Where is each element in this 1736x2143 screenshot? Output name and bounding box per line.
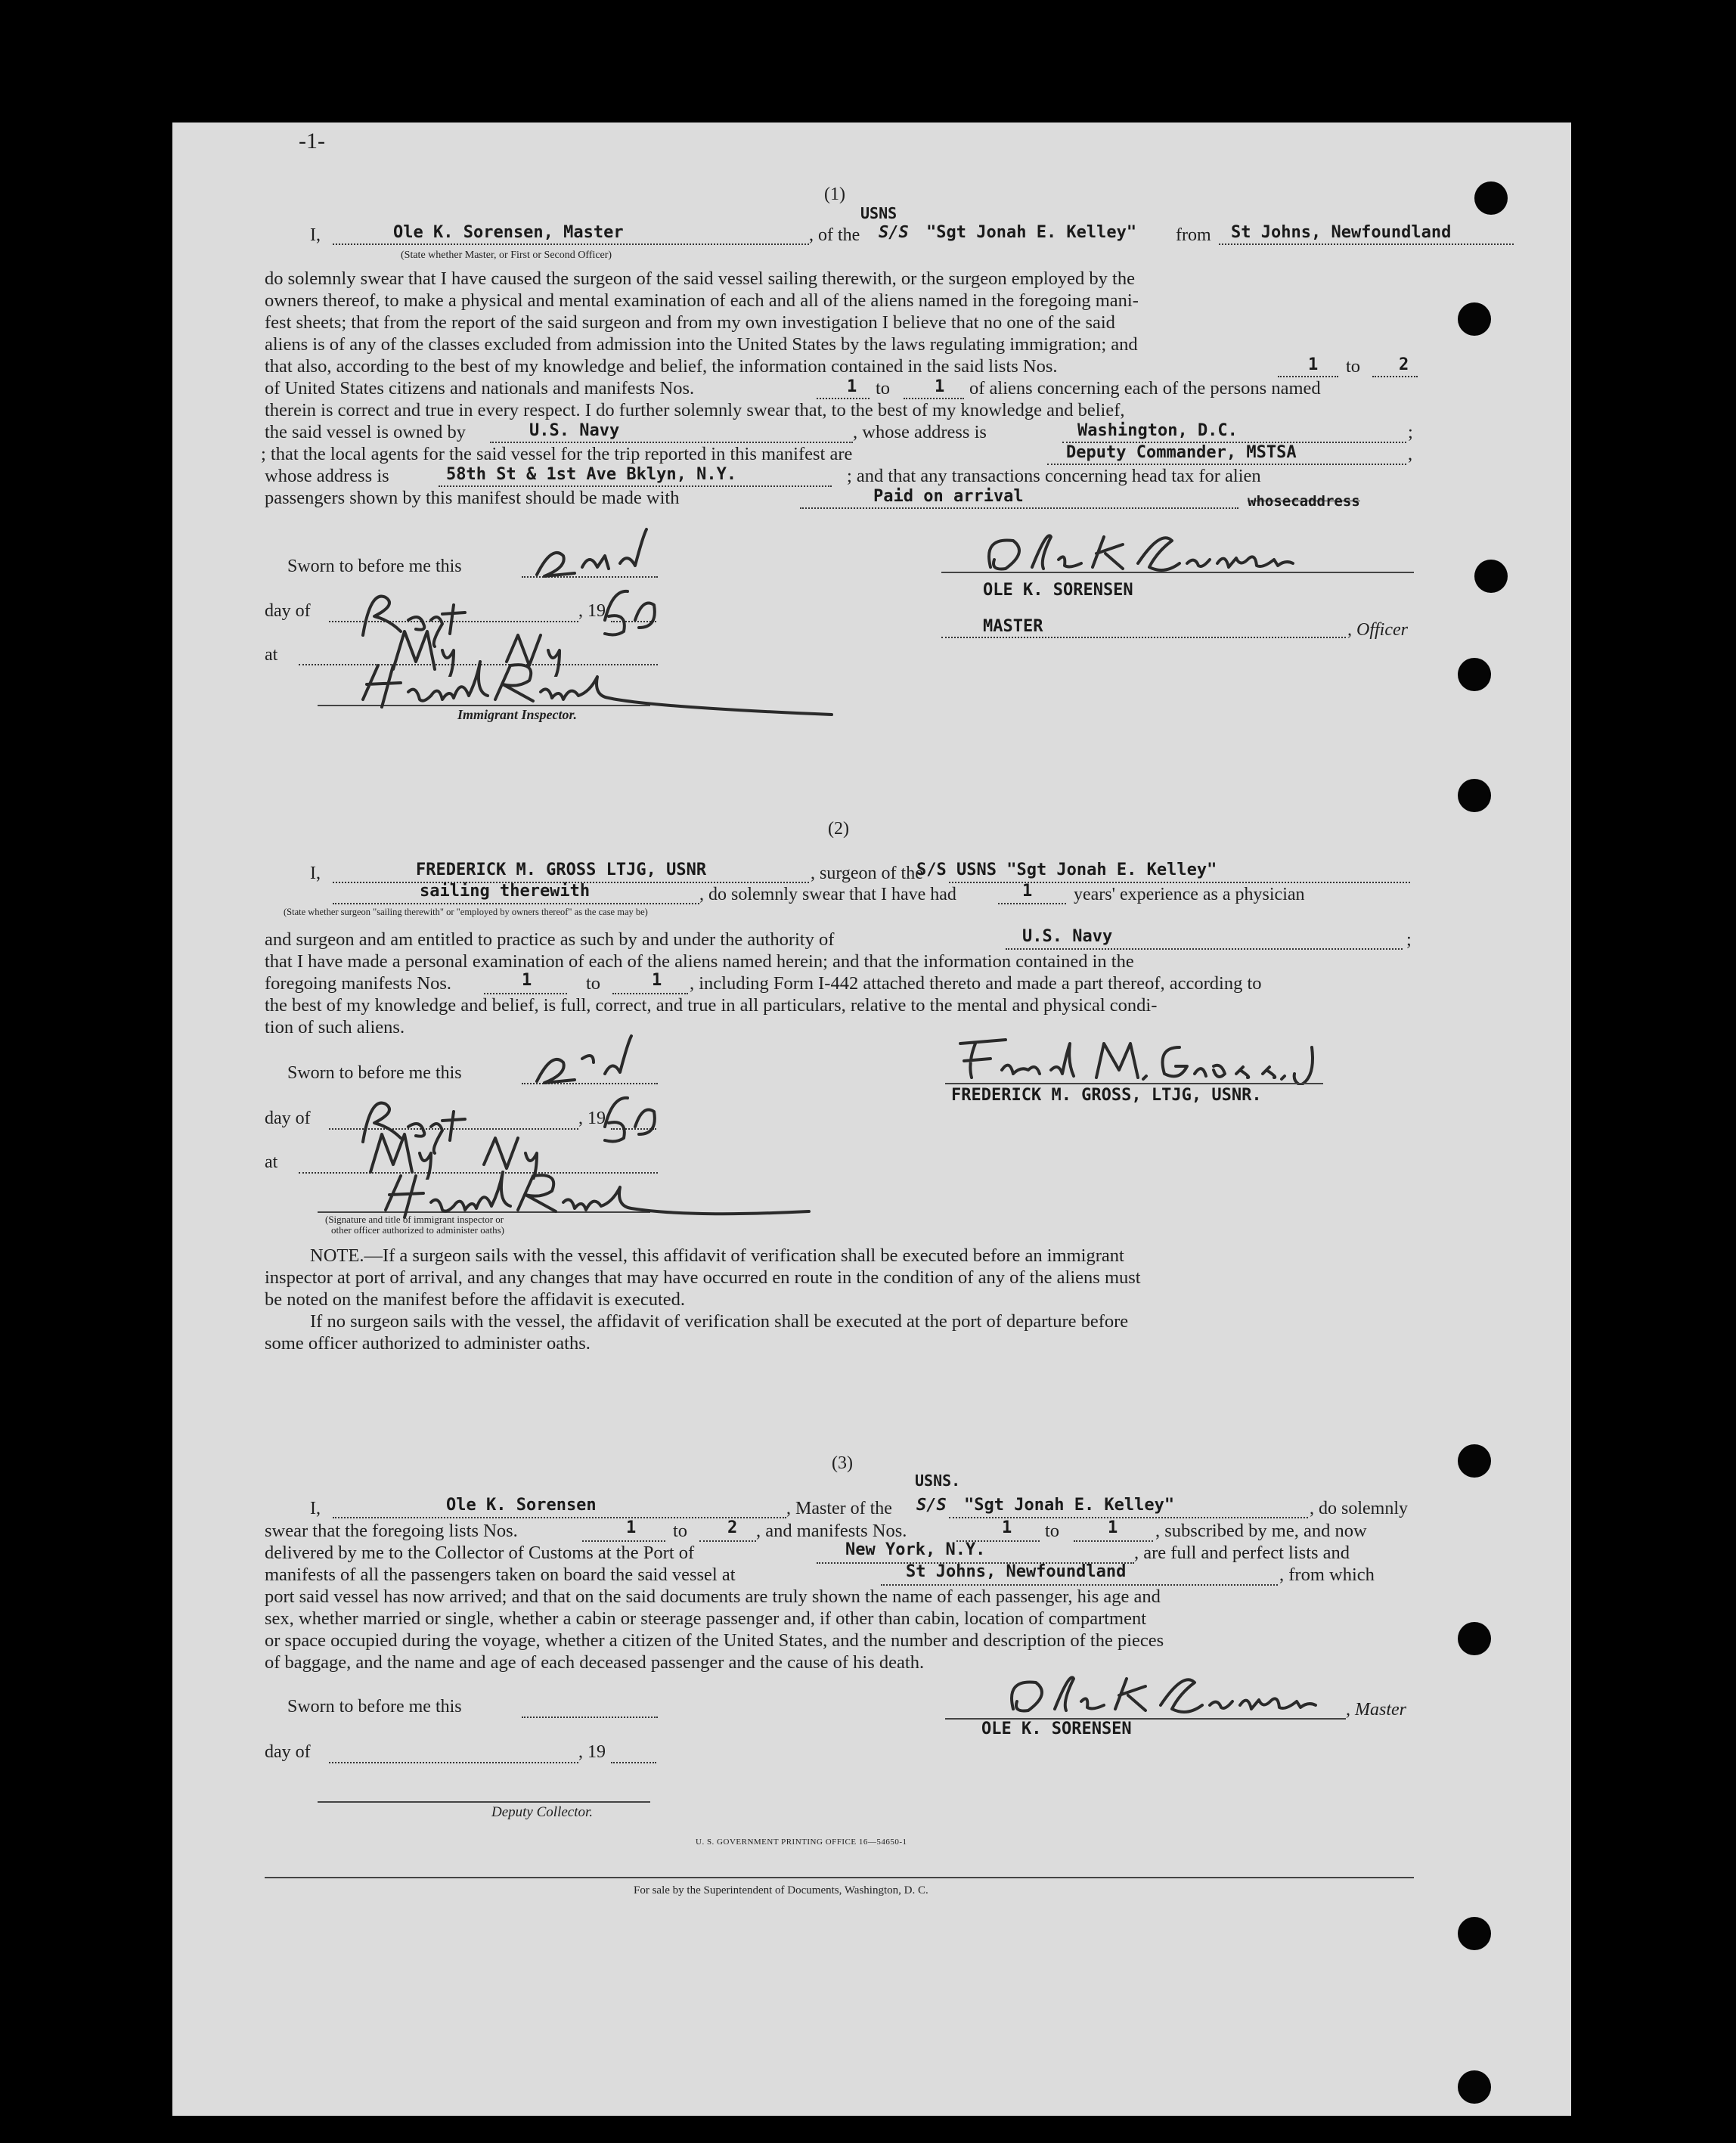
oath-line: owners thereof, to make a physical and mental examination of each and all of the aliens named in the foregoing mani- <box>265 290 1139 311</box>
manifests-from: 1 <box>1002 1518 1012 1537</box>
delivery-line: delivered by me to the Collector of Customs at the Port of <box>265 1543 695 1563</box>
vessel-prefix: S/S <box>916 1496 947 1515</box>
note-line: If no surgeon sails with the vessel, the affidavit of verification shall be executed at the port of departure before <box>310 1311 1129 1332</box>
oath-line: passengers shown by this manifest should be made with <box>265 488 680 508</box>
usns-stamp: USNS <box>860 204 897 222</box>
master-caption: (State whether Master, or First or Second Officer) <box>401 250 612 261</box>
from-port: St Johns, Newfoundland <box>1231 223 1452 242</box>
surgeon-caption: (State whether surgeon "sailing therewith" or "employed by owners thereof" as the case may be) <box>284 907 648 917</box>
signer-name: OLE K. SORENSEN <box>981 1720 1132 1738</box>
sworn-label: Sworn to before me this <box>287 1063 462 1083</box>
binder-hole <box>1458 658 1491 691</box>
sworn-day-line <box>522 1717 658 1718</box>
month-line <box>329 1762 578 1763</box>
master-signature <box>998 1664 1331 1724</box>
master-signature <box>975 522 1308 582</box>
lists-to: 2 <box>1399 355 1409 374</box>
to-label: to <box>876 378 891 399</box>
oath-line: fest sheets; that from the report of the said surgeon and from my own investigation I believe that no one of the said <box>265 312 1115 333</box>
of-the-label: , of the <box>809 225 860 245</box>
manifests-from: 1 <box>522 971 532 990</box>
signer-title: MASTER <box>983 617 1043 636</box>
year-line <box>611 1762 656 1763</box>
binder-hole <box>1458 779 1491 812</box>
sailing-therewith: sailing therewith <box>420 882 591 901</box>
manifests-to: 1 <box>652 971 662 990</box>
of-aliens-text: of aliens concerning each of the persons named <box>969 378 1321 399</box>
note-line: NOTE.—If a surgeon sails with the vessel, this affidavit of verification shall be executed before an immigrant <box>310 1245 1124 1266</box>
to-label: to <box>1346 356 1361 377</box>
vessel-line <box>949 882 1410 883</box>
signer-name: FREDERICK M. GROSS, LTJG, USNR. <box>951 1086 1262 1105</box>
head-tax-line <box>800 507 1238 509</box>
section-number: (3) <box>832 1453 853 1473</box>
delivery-line: or space occupied during the voyage, whether a citizen of the United States, and the number and description of the pieces <box>265 1630 1164 1651</box>
at-label: at <box>265 645 278 665</box>
binder-hole <box>1458 1917 1491 1950</box>
master-name-line <box>333 1517 786 1518</box>
to-label: to <box>1045 1521 1060 1541</box>
years-text: years' experience as a physician <box>1074 885 1305 904</box>
local-agents: Deputy Commander, MSTSA <box>1066 443 1297 462</box>
whose-address-label: , whose address is <box>853 422 987 442</box>
inspector-caption-line: other officer authorized to administer oaths) <box>331 1224 504 1236</box>
section-number: (2) <box>828 819 849 839</box>
binder-hole <box>1474 560 1508 593</box>
year-prefix: , 19 <box>578 1109 606 1128</box>
from-port-line <box>1219 243 1514 245</box>
binder-hole <box>1474 181 1508 215</box>
master-name-line <box>333 243 809 245</box>
gpo-imprint: U. S. GOVERNMENT PRINTING OFFICE 16—54650-1 <box>696 1838 907 1847</box>
head-tax-text: ; and that any transactions concerning head tax for alien <box>847 466 1261 486</box>
oath-line: do solemnly swear that I have caused the surgeon of the said vessel sailing therewith, or the surgeon employed by the <box>265 268 1135 289</box>
oath-line: therein is correct and true in every respect. I do further solemnly swear that, to the best of my knowledge and belief, <box>265 400 1125 420</box>
signer-name: OLE K. SORENSEN <box>983 581 1133 600</box>
owner: U.S. Navy <box>529 421 620 440</box>
day-of-label: day of <box>265 601 311 621</box>
day-of-label: day of <box>265 1109 311 1128</box>
to-label: to <box>586 973 601 994</box>
master-signature-line <box>941 572 1414 573</box>
delivery-line: manifests of all the passengers taken on board the said vessel at <box>265 1565 736 1585</box>
form-text: , including Form I-442 attached thereto and made a part thereof, according to <box>690 973 1262 994</box>
surgeon-signature <box>938 1032 1346 1085</box>
master-suffix: , Master <box>1346 1700 1406 1720</box>
surgeon-of-the-label: , surgeon of the <box>811 864 923 883</box>
oath-line: the best of my knowledge and belief, is full, correct, and true in all particulars, relative to the mental and physical condi- <box>265 995 1158 1016</box>
binder-hole <box>1458 2070 1491 2104</box>
owner-address: Washington, D.C. <box>1077 421 1238 440</box>
vessel-name: "Sgt Jonah E. Kelley" <box>964 1496 1175 1515</box>
delivery-line: swear that the foregoing lists Nos. <box>265 1521 518 1541</box>
binder-hole <box>1458 1622 1491 1655</box>
delivery-line: of baggage, and the name and age of each deceased passenger and the cause of his death. <box>265 1652 925 1673</box>
boarding-port: St Johns, Newfoundland <box>906 1562 1127 1581</box>
sailing-line <box>333 903 699 904</box>
semicolon: ; <box>1408 422 1413 442</box>
delivery-line: port said vessel has now arrived; and that on the said documents are truly shown the name of each passenger, his age and <box>265 1586 1161 1607</box>
i-label: I, <box>310 1499 321 1518</box>
section-number: (1) <box>824 185 845 204</box>
officer-label: , Officer <box>1347 620 1408 640</box>
manifests-to: 1 <box>935 377 945 396</box>
swear-text: , do solemnly swear that I have had <box>699 885 956 904</box>
inspector-caption: Immigrant Inspector. <box>457 707 578 722</box>
vessel-name: S/S USNS "Sgt Jonah E. Kelley" <box>916 861 1217 879</box>
from-label: from <box>1176 225 1211 245</box>
port-of-arrival: New York, N.Y. <box>845 1540 986 1559</box>
handwritten-inspector-signature <box>348 654 862 722</box>
comma: , <box>1408 444 1413 464</box>
lists-from: 1 <box>1308 355 1319 374</box>
handwritten-inspector-signature <box>370 1165 824 1225</box>
note-line: some officer authorized to administer oaths. <box>265 1333 591 1354</box>
struck-text: whosecaddress <box>1248 493 1360 510</box>
day-of-label: day of <box>265 1742 311 1762</box>
manifests-to: 1 <box>1108 1518 1118 1537</box>
oath-line: the said vessel is owned by <box>265 422 467 442</box>
handwritten-day <box>522 522 673 582</box>
swear-text: , do solemnly <box>1310 1499 1408 1518</box>
authority-text: and surgeon and am entitled to practice as such by and under the authority of <box>265 929 835 950</box>
lists-to: 2 <box>727 1518 738 1537</box>
at-label: at <box>265 1152 278 1172</box>
years-line <box>998 903 1066 904</box>
collector-caption: Deputy Collector. <box>491 1804 594 1820</box>
master-name: Ole K. Sorensen, Master <box>393 223 624 242</box>
note-line: inspector at port of arrival, and any changes that may have occurred en route in the condition of any of the aliens must <box>265 1267 1141 1288</box>
lists-from: 1 <box>626 1518 637 1537</box>
oath-line: that I have made a personal examination of each of the aliens named herein; and that the information contained in the <box>265 951 1134 972</box>
oath-line: that also, according to the best of my knowledge and belief, the information contained in the said lists Nos. <box>265 356 1058 377</box>
delivery-text: , are full and perfect lists and <box>1134 1543 1350 1563</box>
usns-stamp: USNS. <box>915 1472 961 1490</box>
surgeon-name: FREDERICK M. GROSS LTJG, USNR <box>416 861 707 879</box>
manifests-from: 1 <box>847 377 857 396</box>
oath-line: tion of such aliens. <box>265 1017 405 1037</box>
head-tax-with: Paid on arrival <box>873 487 1024 506</box>
sworn-label: Sworn to before me this <box>287 1697 462 1717</box>
note-line: be noted on the manifest before the affidavit is executed. <box>265 1289 686 1310</box>
year-prefix: , 19 <box>578 1742 606 1762</box>
footer-text: For sale by the Superintendent of Documents, Washington, D. C. <box>634 1884 928 1896</box>
oath-line: ; that the local agents for the said vessel for the trip reported in this manifest are <box>261 444 853 464</box>
master-of-the-label: , Master of the <box>786 1499 892 1518</box>
title-line <box>941 637 1346 638</box>
i-label: I, <box>310 225 321 245</box>
authority-line <box>1006 948 1403 950</box>
binder-hole <box>1458 302 1491 336</box>
to-label: to <box>673 1521 688 1541</box>
footer-rule <box>265 1877 1414 1878</box>
page-corner-mark: -1- <box>299 129 325 154</box>
year-prefix: , 19 <box>578 601 606 621</box>
i-label: I, <box>310 864 321 883</box>
oath-line: foregoing manifests Nos. <box>265 973 451 994</box>
binder-hole <box>1458 1444 1491 1478</box>
sworn-label: Sworn to before me this <box>287 557 462 576</box>
delivery-text: , from which <box>1279 1565 1375 1585</box>
years-experience: 1 <box>1022 882 1033 901</box>
vessel-name: "Sgt Jonah E. Kelley" <box>926 223 1137 242</box>
agents-address: 58th St & 1st Ave Bklyn, N.Y. <box>446 465 737 484</box>
subscribed-text: , subscribed by me, and now <box>1155 1521 1367 1541</box>
collector-line <box>318 1801 650 1803</box>
oath-line: whose address is <box>265 466 389 486</box>
lists-to-line <box>1372 376 1418 377</box>
oath-line: of United States citizens and nationals and manifests Nos. <box>265 378 695 399</box>
lists-to-line <box>699 1540 756 1542</box>
and-manifests-label: , and manifests Nos. <box>756 1521 907 1541</box>
delivery-line: sex, whether married or single, whether a cabin or steerage passenger and, if other than cabin, location of compartment <box>265 1608 1147 1629</box>
handwritten-day <box>522 1028 673 1089</box>
authority: U.S. Navy <box>1022 927 1113 946</box>
surgeon-signature-line <box>945 1083 1323 1084</box>
oath-line: aliens is of any of the classes excluded from admission into the United States by the laws regulating immigration; and <box>265 334 1138 355</box>
master-name: Ole K. Sorensen <box>446 1496 597 1515</box>
inspector-caption-line: (Signature and title of immigrant inspector or <box>325 1214 504 1225</box>
semicolon: ; <box>1406 929 1412 950</box>
vessel-prefix: S/S <box>879 223 909 242</box>
